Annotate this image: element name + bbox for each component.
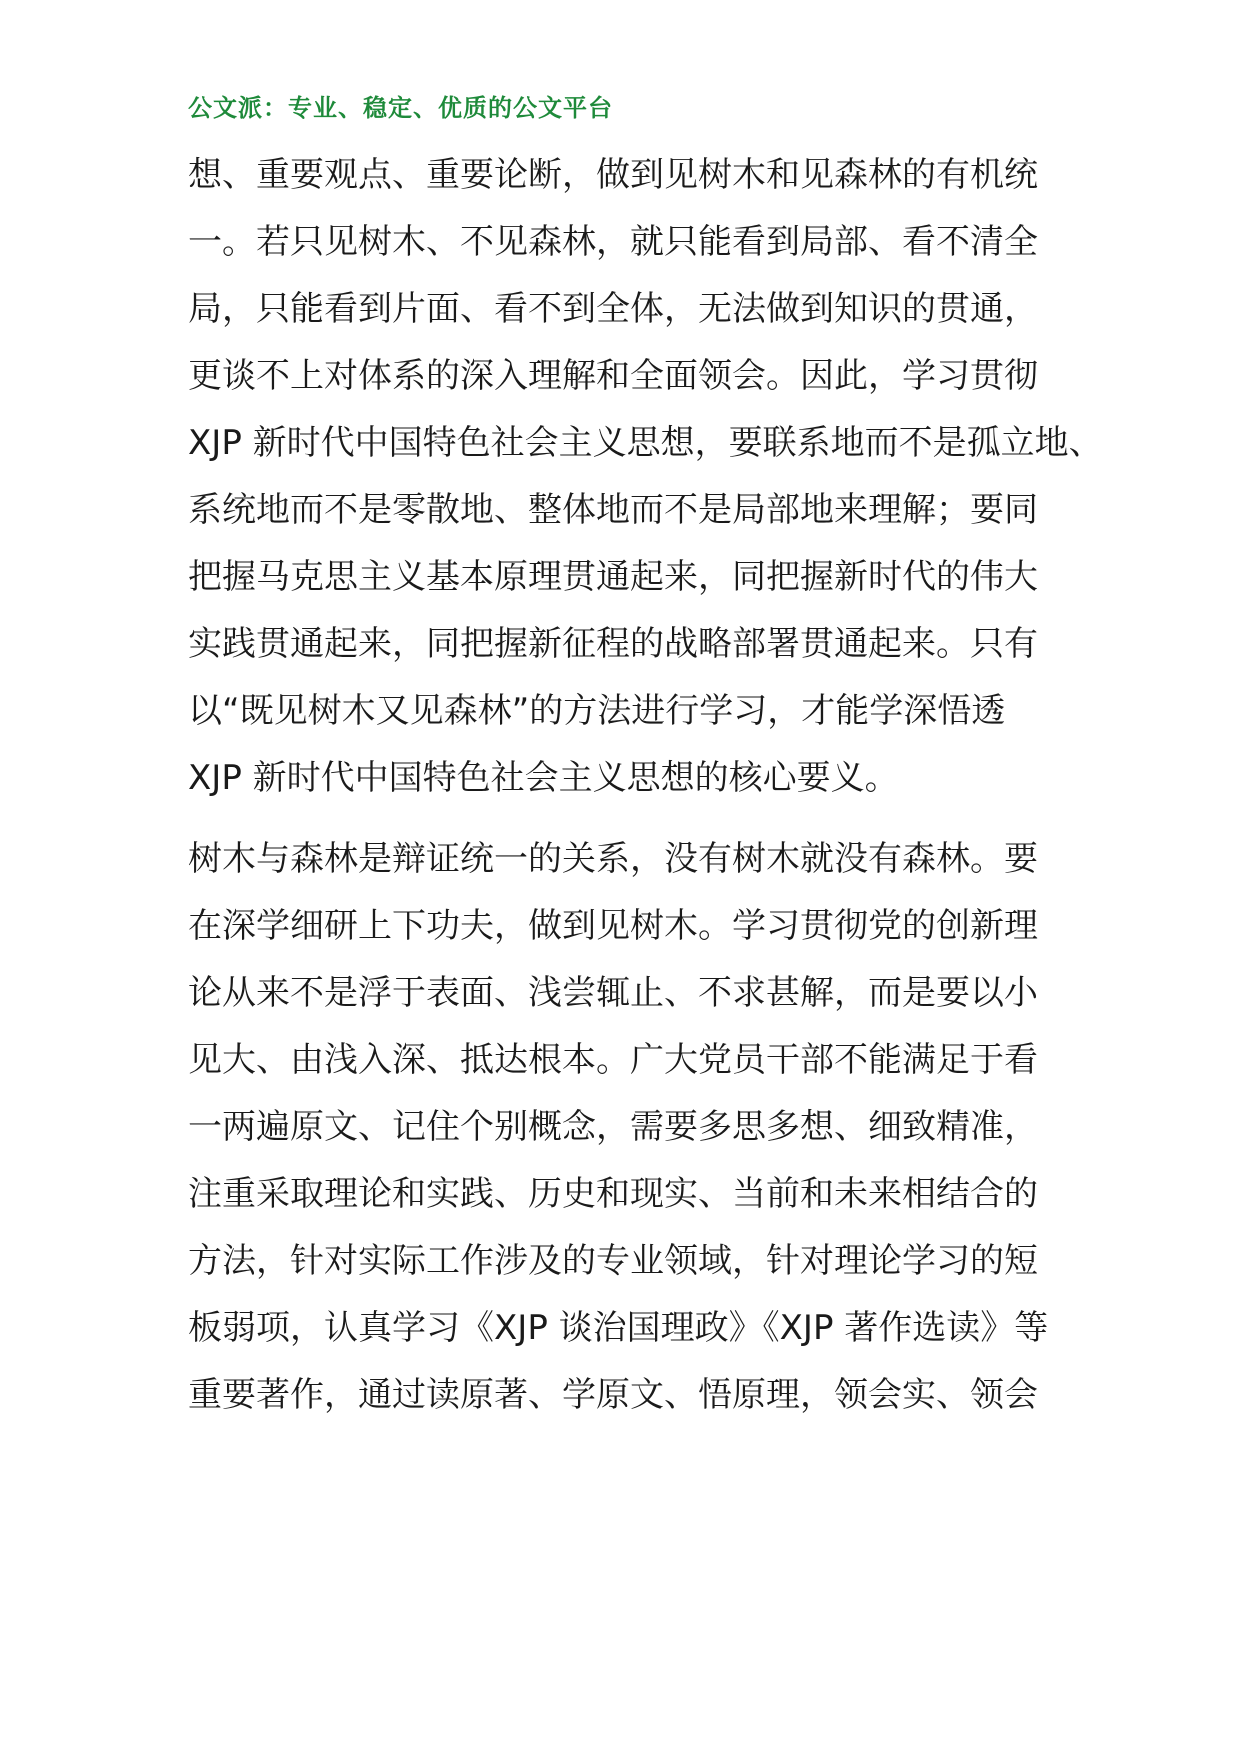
paragraph-2-line-9: 重要著作，通过读原著、学原文、悟原理，领会实、领会 (188, 1375, 1038, 1415)
paragraph-2-line-3: 论从来不是浮于表面、浅尝辄止、不求甚解，而是要以小 (188, 973, 1038, 1013)
paragraph-1-line-9: 以“既见树木又见森林”的方法进行学习，才能学深悟透 (188, 691, 1006, 731)
paragraph-2-line-5: 一两遍原文、记住个别概念，需要多思多想、细致精准， (188, 1107, 1038, 1147)
site-header: 公文派：专业、稳定、优质的公文平台 (188, 94, 613, 122)
paragraph-1-line-2: 一。若只见树木、不见森林，就只能看到局部、看不清全 (188, 222, 1038, 262)
paragraph-1-line-10: XJP 新时代中国特色社会主义思想的核心要义。 (188, 758, 899, 798)
paragraph-2-line-7: 方法，针对实际工作涉及的专业领域，针对理论学习的短 (188, 1241, 1038, 1281)
paragraph-2-line-8: 板弱项，认真学习《XJP 谈治国理政》《XJP 著作选读》等 (188, 1308, 1049, 1348)
paragraph-2-line-1: 树木与森林是辩证统一的关系，没有树木就没有森林。要 (188, 839, 1038, 879)
paragraph-1-line-5: XJP 新时代中国特色社会主义思想，要联系地而不是孤立地、 (188, 423, 1103, 463)
paragraph-1-line-4: 更谈不上对体系的深入理解和全面领会。因此，学习贯彻 (188, 356, 1038, 396)
paragraph-1-line-1: 想、重要观点、重要论断，做到见树木和见森林的有机统 (188, 155, 1038, 195)
paragraph-1-line-7: 把握马克思主义基本原理贯通起来，同把握新时代的伟大 (188, 557, 1038, 597)
paragraph-1-line-8: 实践贯通起来，同把握新征程的战略部署贯通起来。只有 (188, 624, 1038, 664)
paragraph-2-line-2: 在深学细研上下功夫，做到见树木。学习贯彻党的创新理 (188, 906, 1038, 946)
paragraph-1-line-6: 系统地而不是零散地、整体地而不是局部地来理解；要同 (188, 490, 1038, 530)
paragraph-1-line-3: 局，只能看到片面、看不到全体，无法做到知识的贯通， (188, 289, 1038, 329)
paragraph-2-line-4: 见大、由浅入深、抵达根本。广大党员干部不能满足于看 (188, 1040, 1038, 1080)
paragraph-2-line-6: 注重采取理论和实践、历史和现实、当前和未来相结合的 (188, 1174, 1038, 1214)
